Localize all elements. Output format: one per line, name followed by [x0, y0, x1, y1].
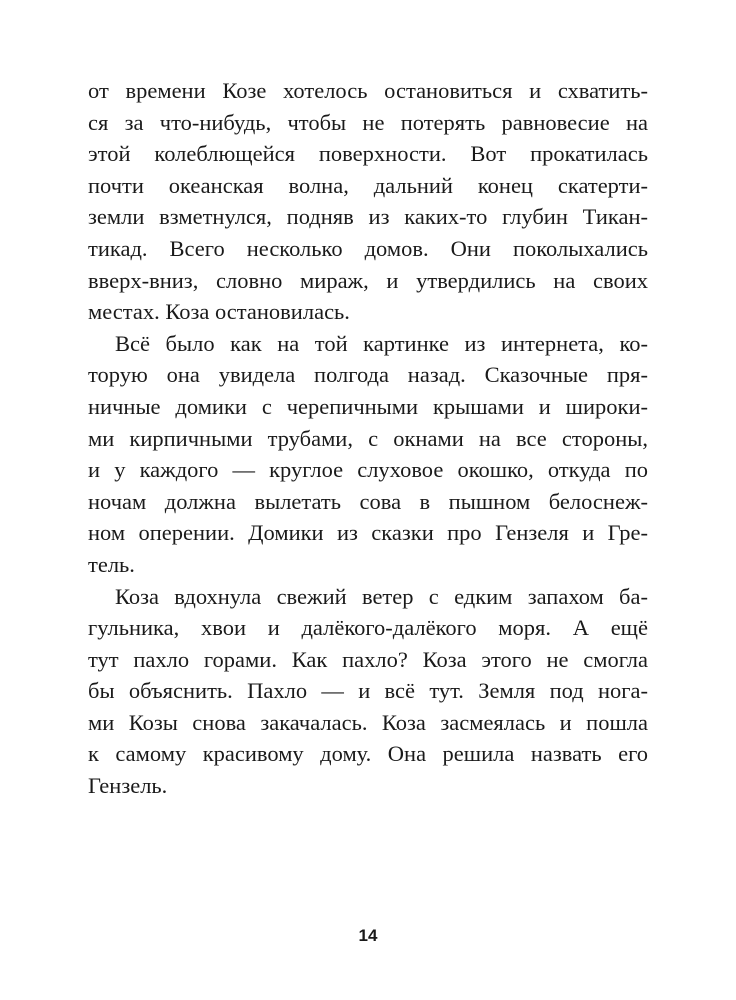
- text-line: к самому красивому дому. Она решила назвать его: [88, 741, 648, 767]
- page-number: 14: [358, 926, 378, 945]
- text-line: тель.: [88, 551, 135, 577]
- text-line: бы объяснить. Пахло — и всё тут. Земля под нога-: [88, 678, 648, 704]
- text-line: ном оперении. Домики из сказки про Гензеля и Гре-: [88, 520, 648, 546]
- text-line: Коза вдохнула свежий ветер с едким запахом ба-: [115, 583, 648, 609]
- paragraph-1: [88, 75, 648, 328]
- text-line: тикад. Всего несколько домов. Они поколыхались: [88, 235, 648, 261]
- text-line: земли взметнулся, подняв из каких-то глубин Тикан-: [88, 204, 648, 230]
- text-line: тут пахло горами. Как пахло? Коза этого не смогла: [88, 646, 648, 672]
- text-line: ми кирпичными трубами, с окнами на все стороны,: [88, 425, 648, 451]
- text-line: ночам должна вылетать сова в пышном белоснеж-: [88, 488, 648, 514]
- text-line: торую она увидела полгода назад. Сказочные пря-: [88, 362, 648, 388]
- text-line: ми Козы снова закачалась. Коза засмеялась и пошла: [88, 709, 648, 735]
- text-line: ся за что-нибудь, чтобы не потерять равновесие на: [88, 109, 648, 135]
- text-line: и у каждого — круглое слуховое окошко, откуда по: [88, 457, 648, 483]
- text-line: гульника, хвои и далёкого-далёкого моря. А ещё: [88, 615, 648, 641]
- text-line: этой колеблющейся поверхности. Вот прокатилась: [88, 141, 648, 167]
- paragraph-2: [88, 328, 648, 581]
- text-line: от времени Козе хотелось остановиться и схватить-: [88, 78, 648, 103]
- paragraph-3: [88, 581, 648, 802]
- text-line: Гензель.: [88, 773, 168, 799]
- text-line: местах. Коза остановилась.: [88, 299, 350, 325]
- page-text: [88, 75, 648, 802]
- text-line: Всё было как на той картинке из интернета, ко-: [115, 330, 648, 356]
- text-line: почти океанская волна, дальний конец скатерти-: [88, 172, 648, 198]
- text-line: ничные домики с черепичными крышами и широки-: [88, 393, 648, 419]
- text-line: вверх-вниз, словно мираж, и утвердились на своих: [88, 267, 648, 293]
